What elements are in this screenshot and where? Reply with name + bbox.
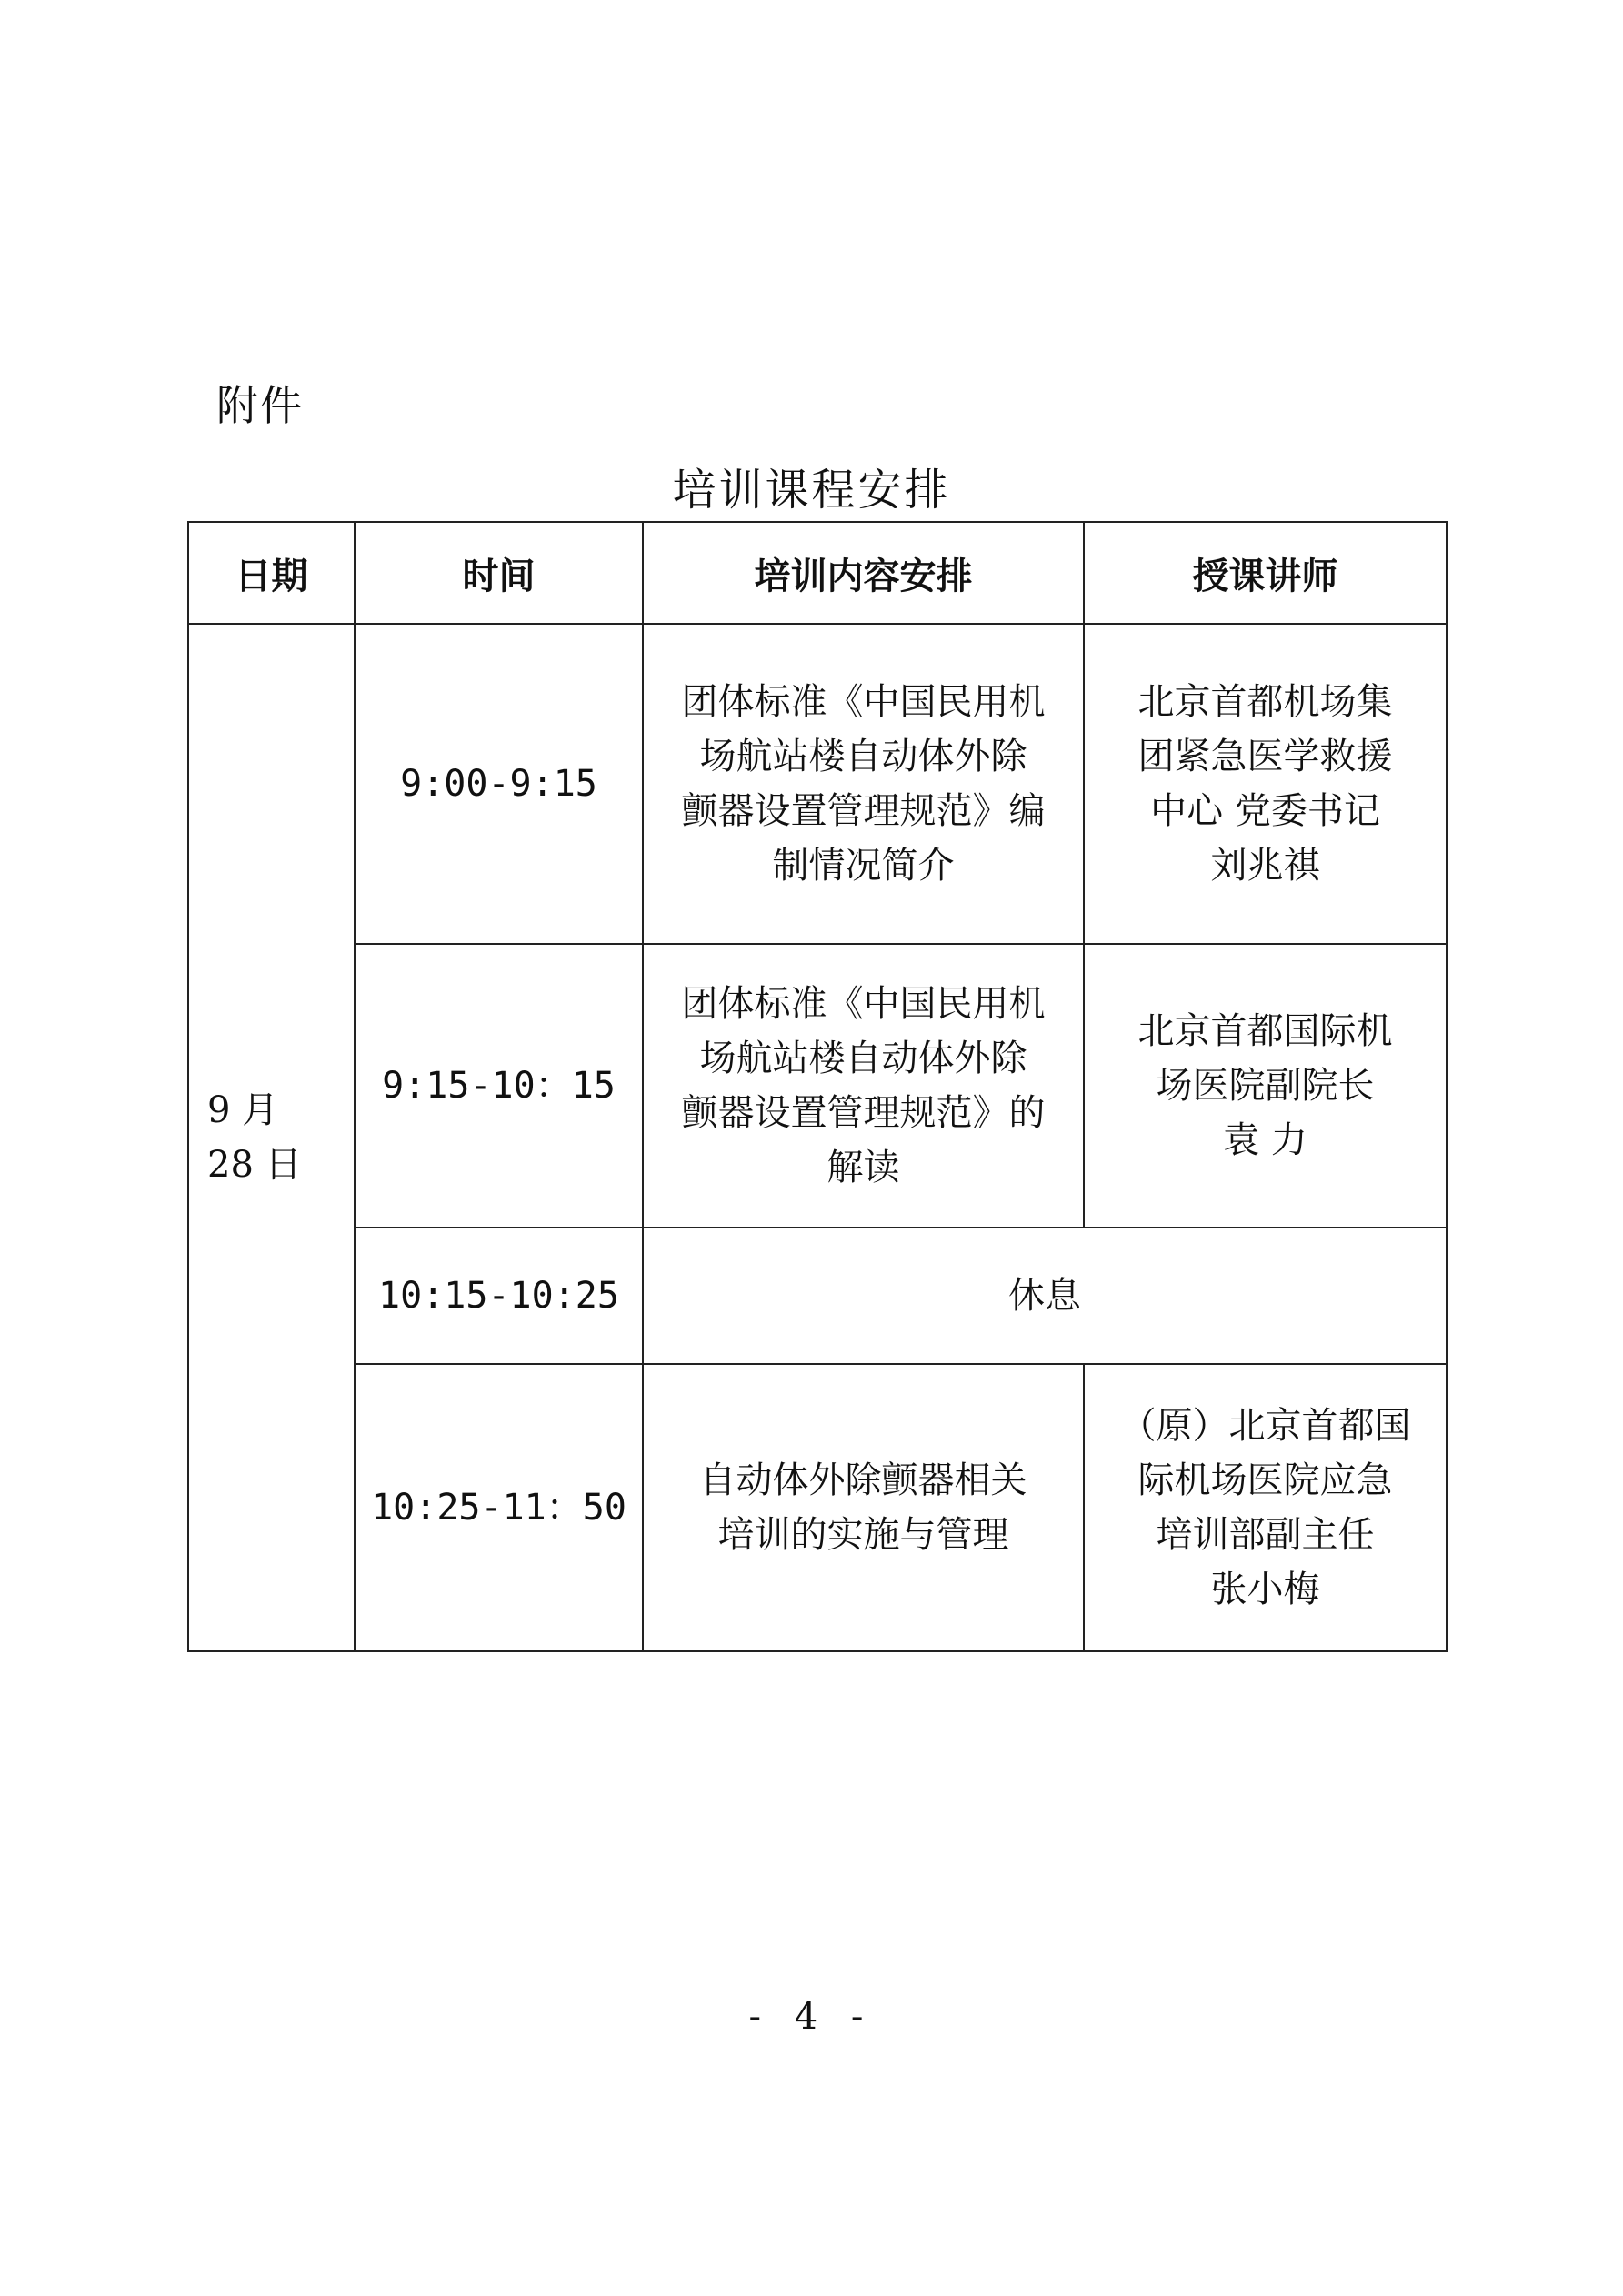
lecturer-line: 中心 党委书记	[1150, 790, 1380, 832]
lecturer-line: 张小梅	[1210, 1569, 1320, 1610]
content-line: 培训的实施与管理	[717, 1514, 1009, 1556]
table-row	[188, 624, 1447, 944]
time-cell: 10:25-11：50	[355, 1364, 643, 1651]
lecturer-line: 北京首都机场集	[1137, 681, 1393, 723]
header-time: 时间	[355, 522, 643, 624]
content-line: 颤器设置管理规范》的	[681, 1092, 1046, 1134]
content-line: 团体标准《中国民用机	[681, 681, 1046, 723]
table-row	[188, 944, 1447, 1228]
content-line: 颤器设置管理规范》编	[681, 790, 1046, 832]
content-line: 场航站楼自动体外除	[699, 736, 1027, 777]
table-header-row	[188, 522, 1447, 624]
lecturer-cell	[1084, 624, 1447, 944]
header-date: 日期	[188, 522, 355, 624]
lecturer-line: 培训部副主任	[1156, 1514, 1375, 1556]
lecturer-line: 际机场医院应急	[1137, 1459, 1393, 1501]
time-cell: 9:00-9:15	[355, 624, 643, 944]
content-line: 制情况简介	[772, 845, 955, 887]
page-number: - 4 -	[748, 1996, 875, 2038]
lecturer-line: 刘兆祺	[1210, 845, 1320, 887]
header-lecturer: 授课讲师	[1084, 522, 1447, 624]
lecturer-cell	[1084, 1364, 1447, 1651]
content-cell	[643, 944, 1084, 1228]
lecturer-line: 场医院副院长	[1156, 1065, 1375, 1107]
lecturer-line: 团紧急医学救援	[1137, 736, 1393, 777]
lecturer-cell	[1084, 944, 1447, 1228]
break-cell: 休息	[643, 1228, 1447, 1364]
table-row	[188, 1364, 1447, 1651]
lecturer-line: 袁 力	[1223, 1119, 1307, 1161]
content-line: 自动体外除颤器相关	[699, 1459, 1027, 1501]
page-title: 培训课程安排	[672, 465, 951, 516]
date-day: 28 日	[207, 1144, 302, 1186]
time-cell: 10:15-10:25	[355, 1228, 643, 1364]
lecturer-line: （原）北京首都国	[1119, 1405, 1411, 1447]
content-line: 场航站楼自动体外除	[699, 1038, 1027, 1079]
date-cell	[188, 624, 355, 1651]
schedule-table	[187, 521, 1448, 1652]
annex-label: 附件	[216, 381, 304, 430]
content-cell	[643, 1364, 1084, 1651]
content-cell	[643, 624, 1084, 944]
time-cell: 9:15-10：15	[355, 944, 643, 1228]
content-line: 解读	[827, 1147, 900, 1188]
content-line: 团体标准《中国民用机	[681, 983, 1046, 1025]
table-row	[188, 1228, 1447, 1364]
lecturer-line: 北京首都国际机	[1137, 1010, 1393, 1052]
date-month: 9 月	[207, 1089, 279, 1131]
header-content: 培训内容安排	[643, 522, 1084, 624]
